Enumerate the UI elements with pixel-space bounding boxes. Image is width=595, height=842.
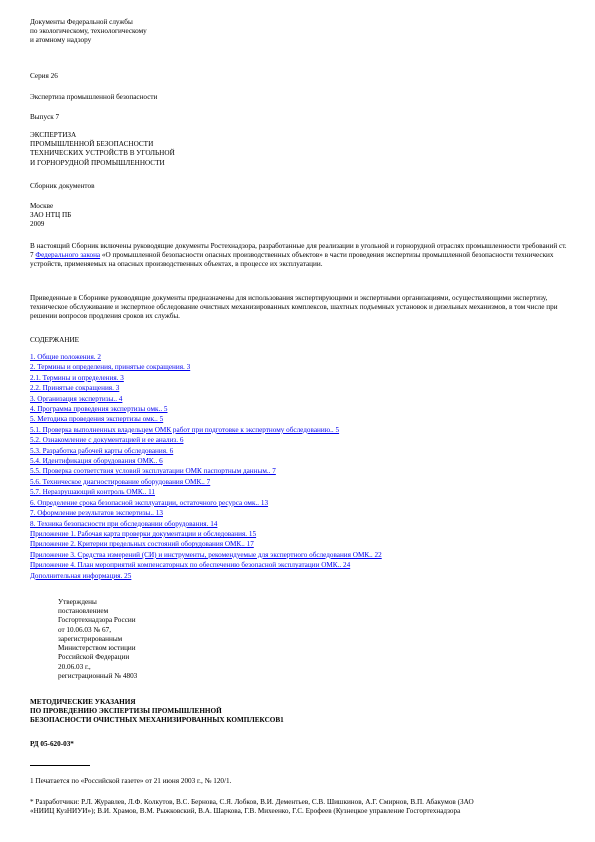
header-block	[30, 18, 565, 46]
toc-link[interactable]: Приложение 4. План мероприятий компенсаторных по обеспечению безопасной эксплуатации ОМК.. 24	[30, 561, 351, 570]
issue-label: Выпуск 7	[30, 113, 60, 121]
document-code: РД 05-620-03*	[30, 740, 74, 748]
toc-link[interactable]: 7. Оформление результатов экспертизы.. 13	[30, 509, 163, 518]
collection-label: Сборник документов	[30, 182, 95, 190]
toc-link[interactable]: 8. Техника безопасности при обследовании оборудования. 14	[30, 519, 218, 528]
intro-paragraph	[30, 242, 567, 270]
main-title	[30, 131, 565, 168]
intro-paragraph-2: Приведенные в Сборнике руководящие документы предназначены для использования экспертирующими и экспертными организациями, осуществляющими экспертизу, техническое обслуживание и экспертное обследование очистных механизированных комплексов, шахтных подъемных установок и дизельных механизмов, в том числе при решении вопросов продления сроков их службы.	[30, 294, 558, 321]
imprint-publisher: ЗАО НТЦ ПБ	[30, 211, 72, 220]
toc-link[interactable]: 5.3. Разработка рабочей карты обследования. 6	[30, 446, 174, 455]
main-title-line: И ГОРНОРУДНОЙ ПРОМЫШЛЕННОСТИ	[30, 158, 165, 167]
approval-line: Министерством юстиции	[58, 644, 136, 653]
toc-link[interactable]: 5.2. Ознакомление с документацией и ее анализ. 6	[30, 436, 184, 445]
toc-link[interactable]: 5.4. Идентификация оборудования ОМК.. 6	[30, 457, 163, 466]
approval-line: Госгортехнадзора России	[58, 616, 136, 625]
developers-line: «НИИЦ КузНИУИ»); В.И. Храмов, В.М. Рыжковский, В.А. Шаркова, Г.В. Михеенко, Г.С. Ерофеев (Кузнецкое управление Госгортехнадзора	[30, 807, 461, 816]
imprint-city: Москве	[30, 202, 54, 210]
imprint-year: 2009	[30, 220, 45, 229]
document-title-line: ПО ПРОВЕДЕНИЮ ЭКСПЕРТИЗЫ ПРОМЫШЛЕННОЙ	[30, 707, 222, 716]
intro-text-before: В настоящий Сборник включены руководящие документы Ростехнадзора, разработанные для реализации в угольной и горнорудной отраслях промышленности требований ст. 7	[30, 242, 567, 260]
toc-heading: СОДЕРЖАНИЕ	[30, 336, 80, 344]
toc-link[interactable]: 2.1. Термины и определения. 3	[30, 373, 124, 382]
toc-link[interactable]: 1. Общие положения. 2	[30, 353, 101, 361]
toc-link[interactable]: Дополнительная информация. 25	[30, 571, 132, 580]
toc-link[interactable]: Приложение 1. Рабочая карта проверки документации и обследования. 15	[30, 529, 257, 538]
approval-block	[58, 598, 565, 681]
toc-link[interactable]: Приложение 3. Средства измерений (СИ) и инструменты, рекомендуемые для экспертного обследования ОМК.. 22	[30, 550, 382, 559]
document-title	[30, 698, 565, 726]
toc-link[interactable]: 6. Определение срока безопасной эксплуатации, остаточного ресурса омк.. 13	[30, 498, 269, 507]
approval-line: Утверждены	[58, 598, 97, 606]
toc-link[interactable]: 2. Термины и определения, принятые сокращения. 3	[30, 363, 191, 372]
imprint-block	[30, 202, 565, 230]
toc-link[interactable]: 2.2. Принятые сокращения. 3	[30, 384, 120, 393]
approval-line: Российской Федерации	[58, 653, 130, 662]
developers-note	[30, 798, 565, 816]
developers-line: * Разработчики: Р.Л. Журавлев, Л.Ф. Колкутов, В.С. Бернова, С.Я. Лобков, В.И. Дементьев, С.В. Шишкинов, А.Г. Смирнов, В.П. Абакумов (ЗАО	[30, 798, 474, 806]
approval-line: регистрационный № 4803	[58, 671, 138, 680]
header-line: и атомному надзору	[30, 36, 92, 45]
intro-text-after: «О промышленной безопасности опасных производственных объектов» в части проведения экспертизы промышленной безопасности технических устройств, применяемых на опасных производственных объектах, в процессе их эксплуатации.	[30, 251, 554, 269]
toc-link[interactable]: 5. Методика проведения экспертизы омк.. 5	[30, 415, 164, 424]
series-title: Экспертиза промышленной безопасности	[30, 93, 158, 101]
toc-link[interactable]: Приложение 2. Критерии предельных состояний оборудования ОМК.. 17	[30, 540, 254, 549]
footnote-divider	[30, 765, 90, 766]
main-title-line: ПРОМЫШЛЕННОЙ БЕЗОПАСНОСТИ	[30, 140, 154, 149]
toc-link[interactable]: 5.6. Техническое диагностирование оборудования ОМК.. 7	[30, 477, 211, 486]
header-line: по экологическому, технологическому	[30, 27, 147, 36]
toc-link[interactable]: 3. Организация экспертизы.. 4	[30, 394, 123, 403]
toc-link[interactable]: 5.7. Неразрушающий контроль ОМК.. 11	[30, 488, 156, 497]
approval-line: зарегистрированным	[58, 634, 123, 643]
table-of-contents	[30, 352, 565, 581]
approval-line: постановлением	[58, 607, 109, 616]
toc-link[interactable]: 5.5. Проверка соответствия условий эксплуатации ОМК паспортным данным.. 7	[30, 467, 276, 476]
main-title-line: ТЕХНИЧЕСКИХ УСТРОЙСТВ В УГОЛЬНОЙ	[30, 149, 175, 158]
document-title-line: БЕЗОПАСНОСТИ ОЧИСТНЫХ МЕХАНИЗИРОВАННЫХ КОМПЛЕКСОВ1	[30, 716, 284, 725]
header-line: Документы Федеральной службы	[30, 18, 133, 26]
toc-link[interactable]: 4. Программа проведения экспертизы омк.. 5	[30, 405, 168, 414]
approval-line: от 10.06.03 № 67,	[58, 625, 112, 634]
series-label: Серия 26	[30, 72, 58, 80]
federal-law-link[interactable]: Федерального закона	[35, 251, 101, 260]
main-title-line: ЭКСПЕРТИЗА	[30, 131, 77, 139]
footnote: 1 Печатается по «Российской газете» от 21 июня 2003 г., № 120/1.	[30, 777, 232, 785]
toc-link[interactable]: 5.1. Проверка выполненных владельцем ОМК работ при подготовке к экспертному обследованию.. 5	[30, 425, 340, 434]
approval-line: 20.06.03 г.,	[58, 662, 91, 671]
document-title-line: МЕТОДИЧЕСКИЕ УКАЗАНИЯ	[30, 698, 136, 706]
